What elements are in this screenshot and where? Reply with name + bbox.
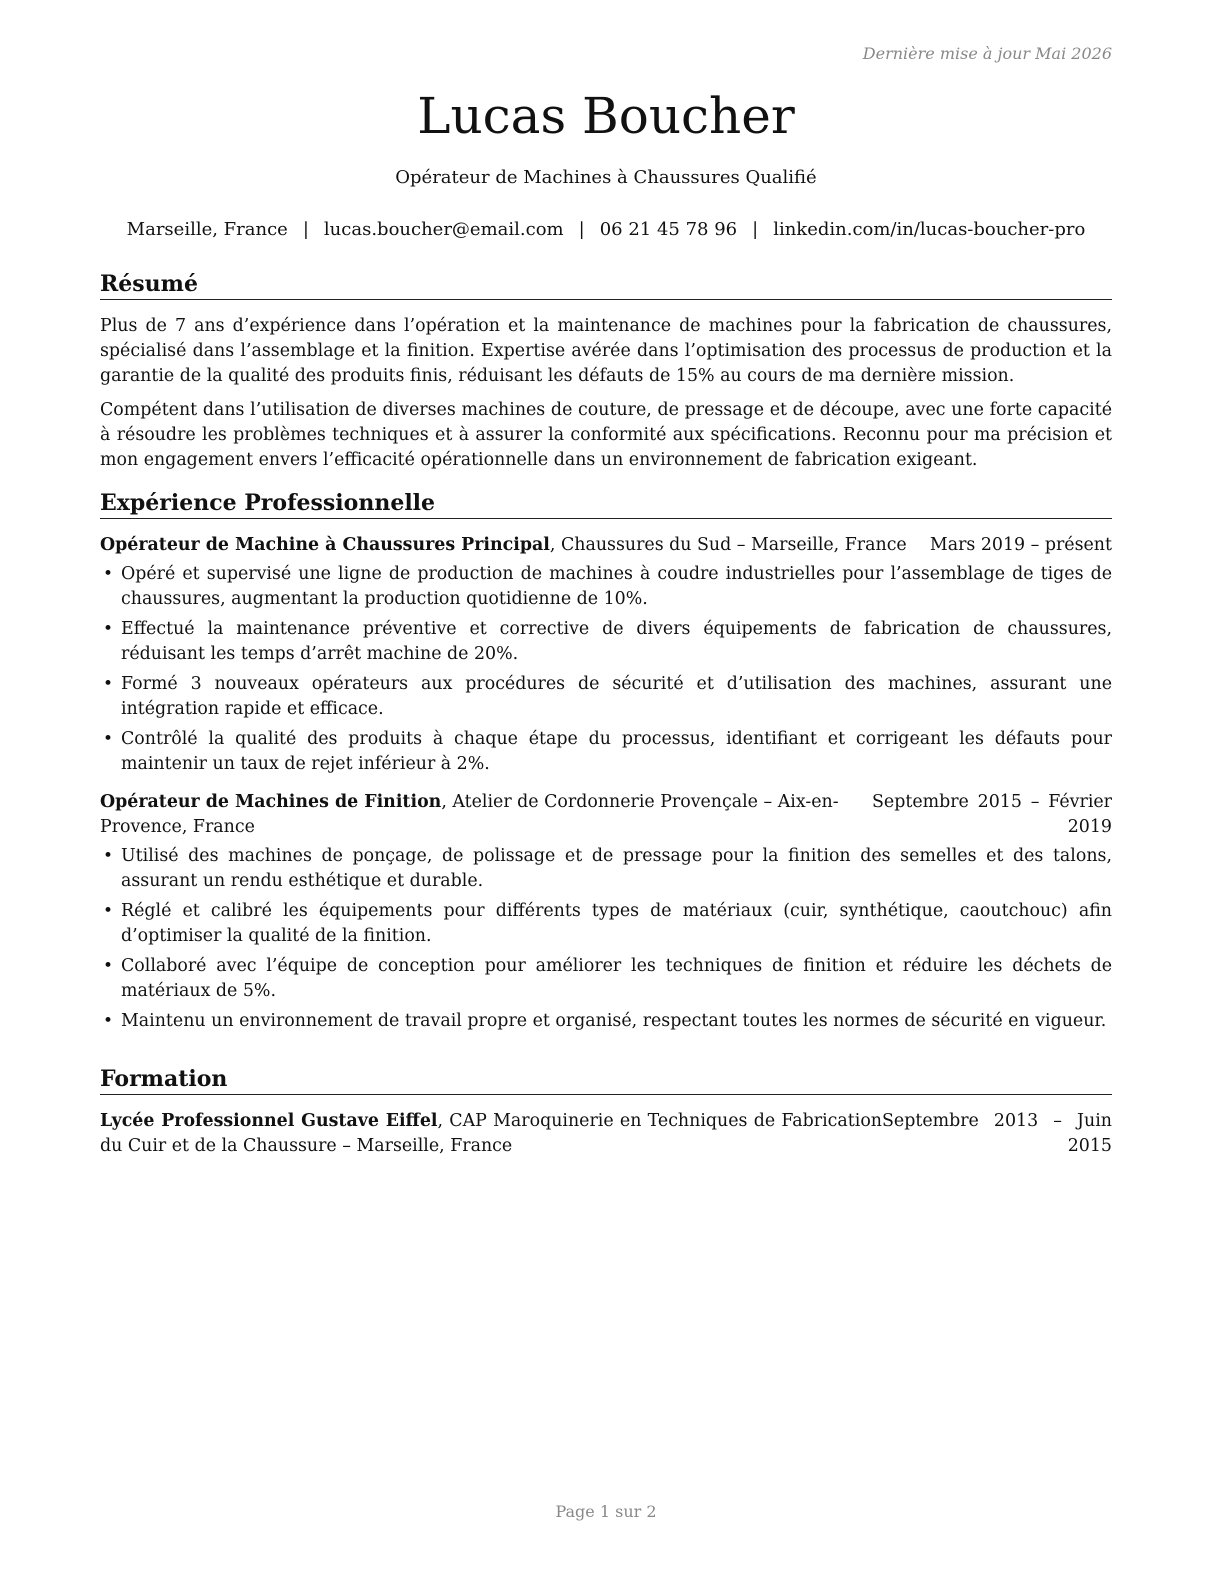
job-entry <box>100 790 1112 1034</box>
education-entry <box>100 1109 1112 1159</box>
contact-email[interactable]: lucas.boucher@email.com <box>323 219 564 240</box>
contact-separator: | <box>578 219 585 240</box>
education-section <box>100 1065 1112 1159</box>
contact-separator: | <box>752 219 759 240</box>
education-heading: Formation <box>100 1065 1112 1095</box>
summary-paragraph: Plus de 7 ans d’expérience dans l’opération et la maintenance de machines pour la fabrication de chaussures, spécialisé dans l’assemblage et la finition. Expertise avérée dans l’optimisation des processus de production et la garantie de la qualité des produits finis, réduisant les défauts de 15% au cours de ma dernière mission. <box>100 316 1112 386</box>
list-item: • Opéré et supervisé une ligne de production de machines à coudre industrielles pour l’assemblage de tiges de chaussures, augmentant la production quotidienne de 10%. <box>103 564 1112 609</box>
summary-paragraph: Compétent dans l’utilisation de diverses machines de couture, de pressage et de découpe, avec une forte capacité à résoudre les problèmes techniques et à assurer la conformité aux spécifications. Reconnu pour ma précision et mon engagement envers l’efficacité opérationnelle dans un environnement de fabrication exigeant. <box>100 400 1112 470</box>
page-number: Page 1 sur 2 <box>555 1502 657 1521</box>
resume-page <box>100 0 1112 1584</box>
education-dates: Septembre 2013 – Juin 2015 <box>882 1111 1112 1156</box>
job-bullets <box>100 562 1112 777</box>
candidate-title: Opérateur de Machines à Chaussures Qualifié <box>395 167 817 188</box>
list-item: • Contrôlé la qualité des produits à chaque étape du processus, identifiant et corrigeant les défauts pour maintenir un taux de rejet inférieur à 2%. <box>103 729 1112 774</box>
experience-heading: Expérience Professionnelle <box>100 489 1112 519</box>
candidate-name: Lucas Boucher <box>417 87 795 145</box>
summary-heading: Résumé <box>100 270 1112 300</box>
job-role: Opérateur de Machines de Finition <box>100 792 442 812</box>
experience-section <box>100 489 1112 1039</box>
list-item: • Réglé et calibré les équipements pour différents types de matériaux (cuir, synthétique, caoutchouc) afin d’optimiser la qualité de la finition. <box>103 901 1112 946</box>
list-item: • Formé 3 nouveaux opérateurs aux procédures de sécurité et d’utilisation des machines, assurant une intégration rapide et efficace. <box>103 674 1112 719</box>
contact-linkedin[interactable]: linkedin.com/in/lucas-boucher-pro <box>773 219 1086 240</box>
list-item: • Utilisé des machines de ponçage, de polissage et de pressage pour la finition des semelles et des talons, assurant un rendu esthétique et durable. <box>103 846 1112 891</box>
job-company: , Atelier de Cordonnerie Provençale – Aix-en-Provence, France <box>100 792 839 837</box>
job-bullets <box>100 844 1112 1034</box>
list-item: • Maintenu un environnement de travail propre et organisé, respectant toutes les normes de sécurité en vigueur. <box>103 1011 1107 1031</box>
job-role: Opérateur de Machine à Chaussures Principal <box>100 535 550 555</box>
job-header <box>100 790 1112 840</box>
summary-section <box>100 270 1112 473</box>
contact-phone: 06 21 45 78 96 <box>599 219 738 240</box>
list-item: • Effectué la maintenance préventive et corrective de divers équipements de fabrication de chaussures, réduisant les temps d’arrêt machine de 20%. <box>103 619 1112 664</box>
contact-line <box>100 219 1112 240</box>
job-company: , Chaussures du Sud – Marseille, France <box>549 535 907 555</box>
contact-location: Marseille, France <box>126 219 288 240</box>
job-header <box>100 533 1112 558</box>
job-entry <box>100 533 1112 777</box>
education-school: Lycée Professionnel Gustave Eiffel <box>100 1111 438 1131</box>
contact-separator: | <box>302 219 309 240</box>
list-item: • Collaboré avec l’équipe de conception pour améliorer les techniques de finition et réduire les déchets de matériaux de 5%. <box>103 956 1112 1001</box>
job-dates: Mars 2019 – présent <box>929 535 1112 555</box>
education-detail: , CAP Maroquinerie en Techniques de Fabrication du Cuir et de la Chaussure – Marseille, France <box>100 1111 882 1156</box>
job-dates: Septembre 2015 – Février 2019 <box>872 792 1112 837</box>
last-updated: Dernière mise à jour Mai 2026 <box>862 44 1112 63</box>
